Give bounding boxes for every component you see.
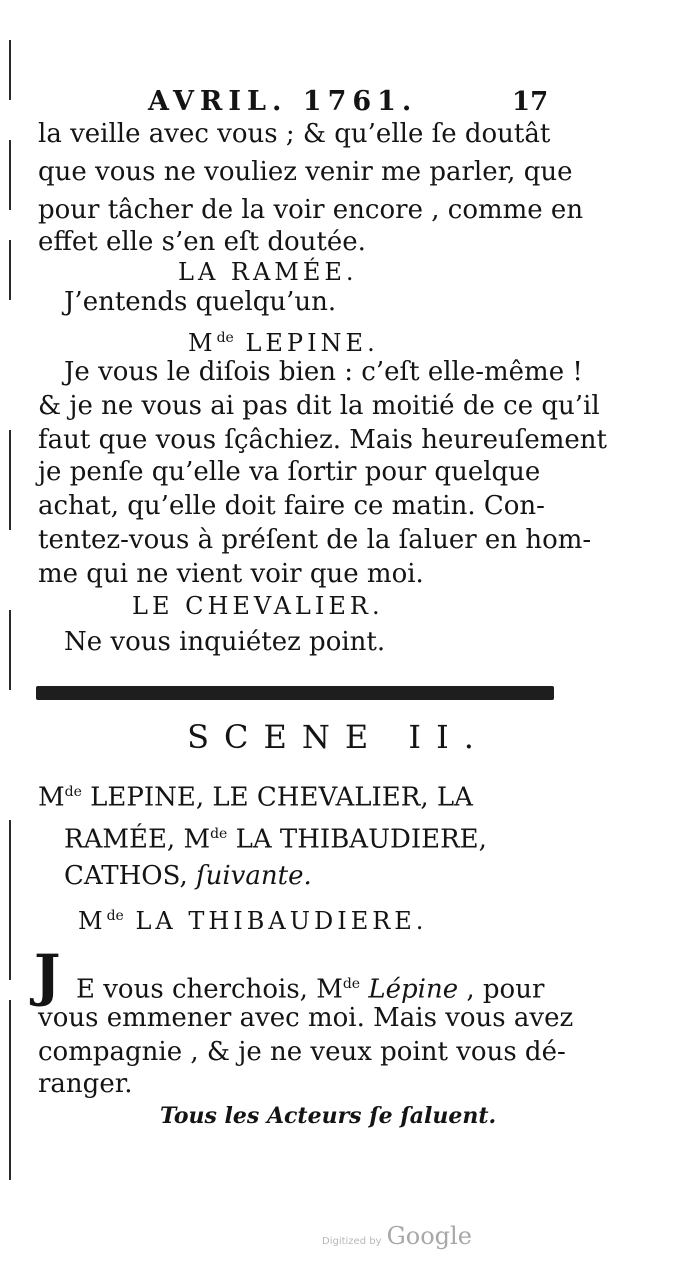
speaker-title-superscript: de: [106, 908, 124, 924]
text-line: [76, 968, 544, 1006]
binding-edge-mark: [9, 40, 11, 100]
text-line: me qui ne vient voir que moi.: [38, 559, 424, 589]
binding-edge-mark: [9, 610, 11, 690]
speaker-surname: LEPINE.: [233, 329, 379, 357]
running-title: AVRIL. 1761.: [148, 86, 418, 117]
speaker-name: LA RAMÉE.: [178, 258, 358, 286]
cast-names: RAMÉE, M: [64, 824, 211, 855]
drop-cap: J: [34, 943, 61, 1009]
text-segment: , pour: [458, 974, 545, 1005]
text-line: Je vous le diſois bien : c’eſt elle-même !: [64, 357, 583, 387]
text-line: J’entends quelqu’un.: [64, 287, 337, 317]
cast-role: ſuivante.: [196, 861, 312, 891]
scene-title: SCENE II.: [187, 718, 489, 756]
cast-title: M: [38, 782, 65, 813]
cast-title-superscript: de: [64, 784, 82, 800]
text-line: pour tâcher de la voir encore , comme en: [38, 195, 584, 225]
text-line: faut que vous ſçâchiez. Mais heureuſement: [38, 425, 607, 455]
text-line: achat, qu’elle doit faire ce matin. Con-: [38, 491, 545, 521]
text-line: ranger.: [38, 1069, 133, 1099]
google-logo: Google: [386, 1222, 472, 1250]
binding-edge-mark: [9, 240, 11, 300]
text-line: la veille avec vous ; & qu’elle ſe doutât: [38, 119, 551, 149]
speaker-name: [78, 900, 427, 937]
speaker-name: [188, 322, 379, 359]
digitized-by-label: Digitized by: [322, 1236, 382, 1247]
text-line: je penſe qu’elle va ſortir pour quelque: [38, 457, 541, 487]
text-line: vous emmener avec moi. Mais vous avez: [38, 1003, 574, 1033]
digitization-watermark: [322, 1222, 472, 1250]
stage-direction: Tous les Acteurs ſe ſaluent.: [160, 1103, 497, 1129]
binding-edge-mark: [9, 1000, 11, 1180]
cast-list-line: [38, 776, 473, 814]
text-segment: E vous cherchois, M: [76, 974, 343, 1005]
binding-edge-mark: [9, 140, 11, 210]
speaker-title: M: [188, 329, 217, 357]
text-line: Ne vous inquiétez point.: [64, 627, 386, 657]
text-line: effet elle s’en eſt doutée.: [38, 227, 366, 257]
text-line: & je ne vous ai pas dit la moitié de ce qu’il: [38, 391, 600, 421]
binding-edge-mark: [9, 430, 11, 530]
cast-names: LEPINE, LE CHEVALIER, LA: [81, 782, 473, 813]
text-line: tentez-vous à préſent de la ſaluer en hom-: [38, 525, 592, 555]
page-number: 17: [512, 87, 549, 117]
section-rule: [36, 686, 554, 700]
binding-edge-mark: [9, 820, 11, 980]
cast-title-superscript: de: [210, 826, 228, 842]
title-superscript: de: [342, 976, 361, 992]
cast-list-line: [64, 818, 487, 856]
cast-names: LA THIBAUDIERE,: [227, 824, 487, 855]
text-line: compagnie , & je ne veux point vous dé-: [38, 1037, 566, 1067]
text-line: que vous ne vouliez venir me parler, que: [38, 157, 573, 187]
speaker-title-superscript: de: [216, 330, 234, 346]
speaker-title: M: [78, 907, 107, 935]
speaker-surname: LA THIBAUDIERE.: [123, 907, 428, 935]
speaker-name: LE CHEVALIER.: [132, 592, 384, 620]
cast-names: CATHOS,: [64, 861, 196, 891]
cast-list-line: [64, 860, 312, 892]
italic-name: Lépine: [368, 974, 459, 1005]
